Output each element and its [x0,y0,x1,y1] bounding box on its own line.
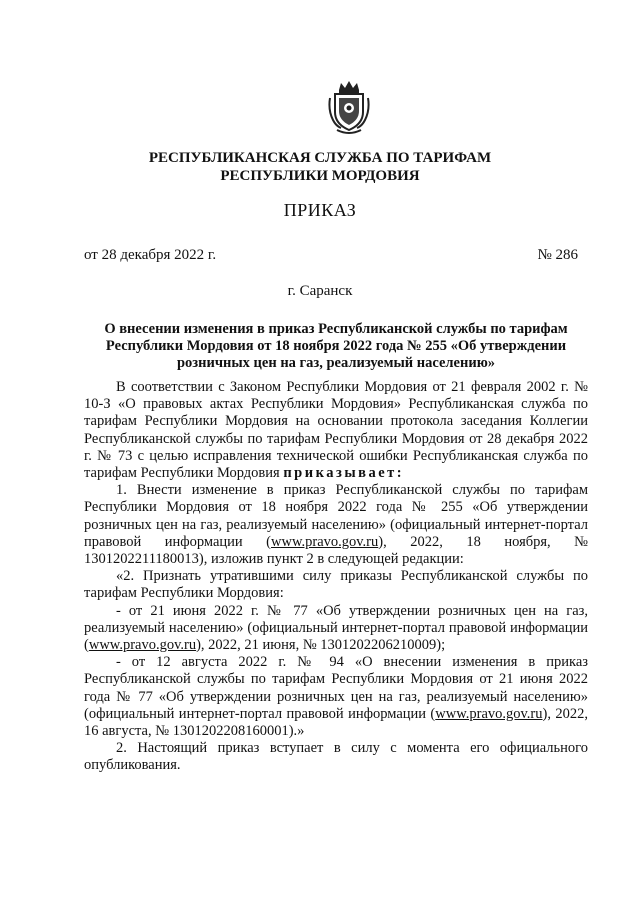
sub-item-1-text-a: - от 21 июня 2022 г. № 77 «Об утверждении розничных цен на газ, реализуемый населению» (официальный интернет-портал правовой информации ( [84,602,588,654]
title-line3: розничных цен на газ, реализуемый населению» [176,355,496,371]
sub-item-1-text-b: ), 2022, 21 июня, № 1301202206210009); [196,637,446,654]
paragraph-preamble [84,379,588,482]
paragraph-item-1 [84,482,588,568]
paragraph-sub-item-1 [84,603,588,655]
document-body [84,379,588,775]
paragraph-quoted-item-2: «2. Признать утратившими силу приказы Республиканской службы по тарифам Республики Мордовия: [84,568,588,602]
title-line1: О внесении изменения в приказ Республиканской службы по тарифам [104,321,568,337]
sub-item-2-text-b: ), 2022, 16 августа, № 1301202208160001).» [84,705,588,740]
document-number: № 286 [537,247,578,263]
pravo-link[interactable]: www.pravo.gov.ru [435,705,543,722]
orders-keyword: приказывает: [283,465,405,482]
coat-of-arms-emblem [327,80,371,136]
sub-item-2-text-a: - от 12 августа 2022 г. № 94 «О внесении изменения в приказ Республиканской службы по тарифам Республики Мордовия от 21 июня 2022 года № 77 «Об утверждении розничных цен на газ, реализуемый населению» (официальный интернет-портал правовой информации ( [84,654,588,722]
pravo-link[interactable]: www.pravo.gov.ru [88,637,197,654]
organization-name-line1: РЕСПУБЛИКАНСКАЯ СЛУЖБА ПО ТАРИФАМ [148,150,492,166]
preamble-text: В соответствии с Законом Республики Мордовия от 21 февраля 2002 г. № 10-З «О правовых актах Республики Мордовия» Республиканская служба по тарифам Республики Мордовия на основании протокола заседания Коллегии Республиканской службы по тарифам Республики Мордовия от 28 декабря 2022 г. № 73 с целью исправления технической ошибки Республиканская служба по тарифам Республики Мордовия [84,379,588,482]
title-line2: Республики Мордовия от 18 ноября 2022 года № 255 «Об утверждении [105,338,567,354]
document-type: ПРИКАЗ [283,200,357,220]
item-1-text-b: ), 2022, 18 ноября, № 1301202211180013), изложив пункт 2 в следующей редакции: [84,533,588,568]
item-1-text-a: 1. Внести изменение в приказ Республиканской службы по тарифам Республики Мордовия от 18 ноября 2022 года № 255 «Об утверждении розничных цен на газ, реализуемый населению» (официальный интернет-портал правовой информации ( [84,482,588,550]
document-date: от 28 декабря 2022 г. [84,247,217,263]
pravo-link[interactable]: www.pravo.gov.ru [271,533,379,550]
document-city: г. Саранск [287,283,353,299]
document-title [84,321,588,372]
organization-name-line2: РЕСПУБЛИКИ МОРДОВИЯ [220,168,420,184]
organization-name [0,149,640,185]
paragraph-sub-item-2 [84,654,588,740]
paragraph-item-2: 2. Настоящий приказ вступает в силу с момента его официального опубликования. [84,740,588,774]
